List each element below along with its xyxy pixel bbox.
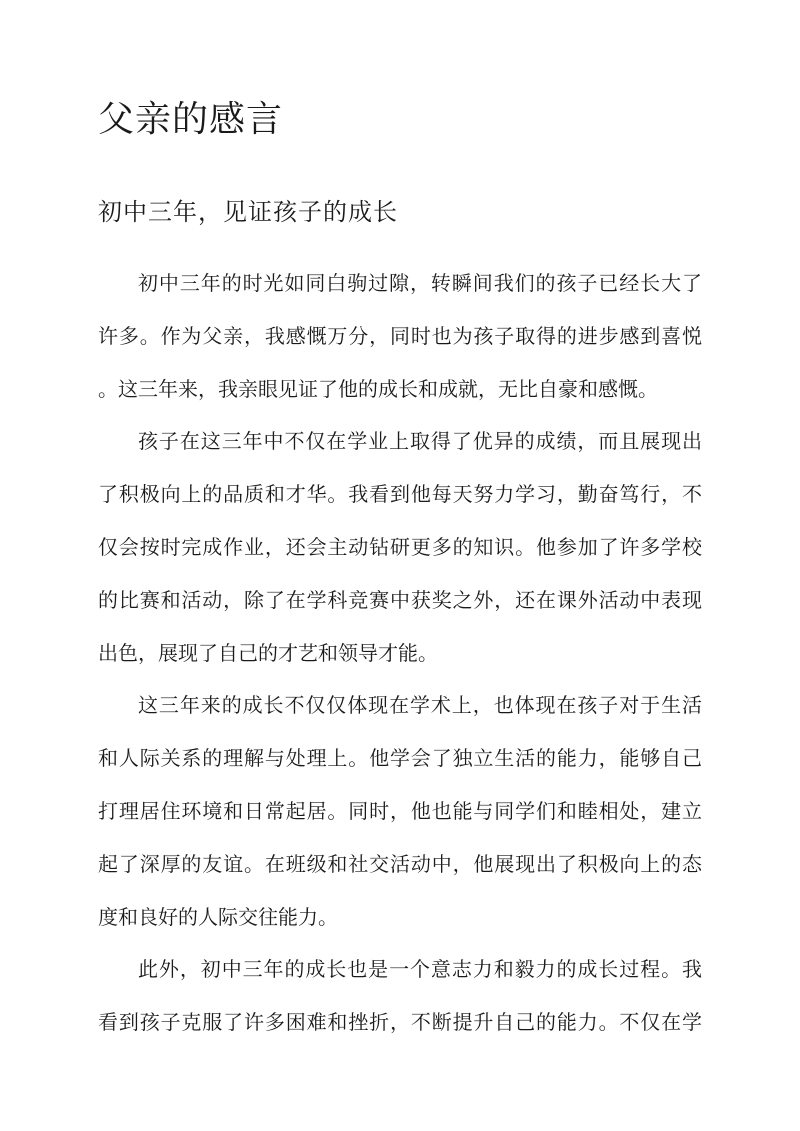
paragraph-3 bbox=[98, 679, 702, 944]
paragraph-line: 这三年来的成长不仅仅体现在学术上，也体现在孩子对于生活 bbox=[138, 693, 702, 717]
paragraph-line: 打理居住环境和日常起居。同时，他也能与同学们和睦相处，建立 bbox=[98, 799, 702, 823]
document-title: 父亲的感言 bbox=[98, 99, 284, 140]
paragraph-line: 看到孩子克服了许多困难和挫折，不断提升自己的能力。不仅在学 bbox=[98, 1010, 702, 1034]
paragraph-2 bbox=[98, 415, 702, 680]
paragraph-4 bbox=[98, 943, 702, 1049]
paragraph-line: 起了深厚的友谊。在班级和社交活动中，他展现出了积极向上的态 bbox=[98, 852, 702, 876]
paragraph-line: 度和良好的人际交往能力。 bbox=[98, 905, 338, 929]
paragraph-line: 了积极向上的品质和才华。我看到他每天努力学习，勤奋笃行，不 bbox=[98, 482, 702, 506]
paragraph-line: 初中三年的时光如同白驹过隙，转瞬间我们的孩子已经长大了 bbox=[138, 271, 702, 295]
paragraph-line: 出色，展现了自己的才艺和领导才能。 bbox=[98, 641, 438, 665]
paragraph-line: 许多。作为父亲，我感慨万分，同时也为孩子取得的进步感到喜悦 bbox=[98, 324, 702, 348]
paragraph-line: 。这三年来，我亲眼见证了他的成长和成就，无比自豪和感慨。 bbox=[98, 377, 658, 401]
paragraph-line: 此外，初中三年的成长也是一个意志力和毅力的成长过程。我 bbox=[138, 957, 702, 981]
paragraph-line: 孩子在这三年中不仅在学业上取得了优异的成绩，而且展现出 bbox=[138, 429, 702, 453]
paragraph-line: 和人际关系的理解与处理上。他学会了独立生活的能力，能够自己 bbox=[98, 746, 702, 770]
paragraph-line: 仅会按时完成作业，还会主动钻研更多的知识。他参加了许多学校 bbox=[98, 535, 702, 559]
paragraph-line: 的比赛和活动，除了在学科竞赛中获奖之外，还在课外活动中表现 bbox=[98, 588, 702, 612]
paragraph-1 bbox=[98, 257, 702, 416]
section-heading: 初中三年，见证孩子的成长 bbox=[98, 198, 398, 226]
